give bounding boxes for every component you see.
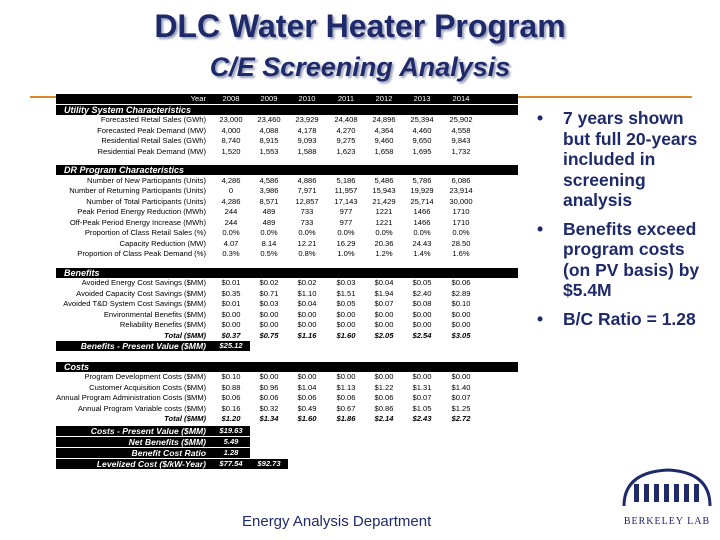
footer-text: Energy Analysis Department: [242, 513, 432, 530]
table-row: [56, 404, 518, 414]
cell-value: 5,786: [412, 175, 432, 185]
table-row: [56, 147, 518, 157]
cell-value: $0.00: [412, 320, 432, 329]
section-header-dr: [56, 165, 518, 175]
cell-value: $2.89: [451, 288, 471, 298]
cell-value: 4,286: [221, 196, 241, 206]
cell-value: 24,408: [334, 115, 358, 124]
cell-value: $0.03: [336, 278, 356, 287]
year-cell: 2009: [260, 94, 278, 103]
cell-value: $0.32: [259, 403, 279, 413]
cell-value: $0.00: [412, 309, 432, 319]
cell-value: 25,394: [410, 115, 434, 124]
cell-value: $2.54: [412, 330, 432, 340]
row-label: Off-Peak Period Energy Increase (MWh): [69, 217, 206, 227]
cell-value: $0.06: [374, 393, 394, 402]
table-row: [56, 278, 518, 288]
total-row: [56, 331, 518, 341]
cell-value: $0.04: [297, 299, 317, 308]
cell-value: 12.21: [297, 238, 317, 248]
cell-value: 0.0%: [413, 228, 431, 237]
benefits-pv-row: [56, 341, 250, 351]
cell-value: $0.07: [374, 299, 394, 308]
cell-value: 8,740: [221, 136, 241, 145]
cell-value: $0.00: [412, 372, 432, 381]
cell-value: 489: [262, 207, 276, 216]
cell-value: 1.4%: [413, 249, 431, 258]
cell-value: $1.60: [297, 414, 317, 423]
cell-value: 1.0%: [337, 249, 355, 258]
cell-value: 4,088: [259, 125, 279, 135]
section-header-benefits: [56, 268, 518, 278]
berkeley-lab-logo: [618, 462, 716, 538]
cell-value: 5.49: [223, 436, 239, 446]
table-row: [56, 228, 518, 238]
cell-value: $2.72: [451, 414, 471, 423]
table-row: [56, 393, 518, 403]
cell-value: 0.3%: [222, 249, 240, 258]
table-row: [56, 320, 518, 330]
cell-value: $0.06: [297, 393, 317, 402]
cell-value: 7,971: [297, 186, 317, 195]
cell-value: $0.00: [259, 372, 279, 381]
cell-value: 1,553: [259, 146, 279, 156]
cell-value: $0.01: [221, 278, 241, 287]
cell-value: $0.67: [336, 403, 356, 413]
cell-value: 5,486: [374, 175, 394, 185]
cell-value: $0.06: [451, 278, 471, 287]
cell-value: 24,896: [372, 115, 396, 124]
cell-value: 9,460: [374, 136, 394, 145]
cell-value: $1.05: [412, 403, 432, 413]
row-label: Capacity Reduction (MW): [119, 238, 206, 248]
row-label: DR Program Characteristics: [64, 165, 185, 175]
cell-value: $1.60: [336, 330, 356, 340]
section-header-costs: [56, 362, 518, 372]
cell-value: $0.71: [259, 288, 279, 298]
cell-value: 489: [262, 217, 276, 227]
row-label: Benefits: [64, 267, 100, 278]
cell-value: $77.54: [219, 459, 243, 469]
cell-value: $0.00: [297, 372, 317, 381]
cell-value: 8.14: [261, 238, 277, 248]
cell-value: $0.00: [221, 309, 241, 319]
row-label: Program Development Costs ($MM): [84, 372, 206, 381]
cell-value: $0.10: [221, 372, 241, 381]
row-label: Net Benefits ($MM): [128, 436, 206, 447]
cell-value: 17,143: [334, 196, 358, 206]
cell-value: $0.05: [336, 299, 356, 308]
table-row: [56, 299, 518, 309]
row-label: Residential Peak Demand (MW): [97, 146, 206, 156]
cell-value: 1221: [375, 217, 393, 227]
bullet-item: • Benefits exceed program costs (on PV basis) by $5.4M: [527, 219, 712, 301]
cell-value: 1,658: [374, 146, 394, 156]
cell-value: $0.00: [374, 309, 394, 319]
cell-value: $0.00: [336, 372, 356, 381]
cell-value: $2.43: [412, 414, 432, 423]
cell-value: 1710: [452, 217, 470, 227]
summary-row: [56, 426, 250, 436]
cell-value: 12,857: [295, 196, 319, 206]
table-row: [56, 249, 518, 259]
cell-value: 1.28: [223, 448, 239, 458]
cell-value: $0.96: [259, 382, 279, 392]
cell-value: $0.07: [412, 393, 432, 402]
cell-value: 4,270: [336, 125, 356, 135]
cell-value: $0.00: [259, 320, 279, 329]
row-label: Benefit Cost Ratio: [131, 448, 206, 459]
table-row: [56, 176, 518, 186]
cell-value: 9,843: [451, 136, 471, 145]
cell-value: 1,520: [221, 146, 241, 156]
row-label: Number of Total Participants (Units): [86, 196, 206, 206]
cell-value: $1.40: [451, 382, 471, 392]
cell-value: 0.5%: [260, 249, 278, 258]
cell-value: $1.10: [297, 288, 317, 298]
cell-value: $0.00: [259, 309, 279, 319]
cell-value: $0.35: [221, 288, 241, 298]
table-row: [56, 207, 518, 217]
row-label: Utility System Characteristics: [64, 104, 192, 115]
cell-value: $0.75: [259, 330, 279, 340]
cell-value: $0.00: [451, 372, 471, 381]
cell-value: 0.0%: [452, 228, 470, 237]
cell-value: $0.02: [259, 278, 279, 287]
cell-value: $1.31: [412, 382, 432, 392]
cell-value: 0.0%: [298, 228, 316, 237]
summary-row: [56, 448, 250, 458]
cell-value: $2.05: [374, 330, 394, 340]
cell-value: 4,364: [374, 125, 394, 135]
cell-value: $3.05: [451, 330, 471, 340]
row-label: Environmental Benefits ($MM): [103, 309, 206, 319]
cell-value: 9,650: [412, 136, 432, 145]
year-header-row: [56, 94, 518, 104]
cell-value: $0.07: [451, 393, 471, 402]
cell-value: $0.08: [412, 299, 432, 308]
spreadsheet-table: [56, 94, 518, 514]
row-label: Avoided Capacity Cost Savings ($MM): [76, 288, 206, 298]
row-label: Proportion of Class Peak Demand (%): [77, 249, 206, 258]
cell-value: 24.43: [412, 238, 432, 248]
cell-value: $0.00: [451, 309, 471, 319]
summary-row: [56, 437, 250, 447]
year-cell: 2008: [222, 94, 240, 103]
row-label: Total ($MM): [164, 414, 206, 423]
cell-value: 6,086: [451, 175, 471, 185]
cell-value: 0.0%: [222, 228, 240, 237]
row-label: Reliability Benefits ($MM): [119, 320, 206, 329]
cell-value: 23,929: [295, 115, 319, 124]
cell-value: 0.0%: [375, 228, 393, 237]
row-label: Residential Retail Sales (GWh): [101, 136, 206, 145]
cell-value: $1.34: [259, 414, 279, 423]
slide-subtitle: C/E Screening Analysis: [209, 52, 511, 82]
cell-value: 4,586: [259, 175, 279, 185]
cell-value: 244: [224, 217, 238, 227]
cell-value: 20.36: [374, 238, 394, 248]
cell-value: $92.73: [257, 459, 281, 469]
table-row: [56, 186, 518, 196]
cell-value: $1.94: [374, 288, 394, 298]
cell-value: $1.13: [336, 382, 356, 392]
bullet-item: • B/C Ratio = 1.28: [527, 309, 712, 330]
year-cell: 2010: [298, 94, 316, 103]
cell-value: 9,093: [297, 136, 317, 145]
cell-value: 0.0%: [337, 228, 355, 237]
section-header-utility: [56, 105, 518, 115]
row-label: Peak Period Energy Reduction (MWh): [77, 207, 206, 216]
cell-value: 19,929: [410, 186, 434, 195]
cell-value: 0: [228, 186, 234, 195]
cell-value: 8,571: [259, 196, 279, 206]
table-row: [56, 197, 518, 207]
row-label: Number of Returning Participants (Units): [69, 186, 206, 195]
cell-value: $2.14: [374, 414, 394, 423]
cell-value: $0.88: [221, 382, 241, 392]
cell-value: $0.03: [259, 299, 279, 308]
cell-value: 30,000: [449, 196, 473, 206]
cell-value: 1,732: [451, 146, 471, 156]
year-label: Year: [190, 94, 206, 103]
cell-value: $0.37: [221, 330, 241, 340]
row-label: Total ($MM): [164, 330, 206, 340]
cell-value: $1.20: [221, 414, 241, 423]
cell-value: $0.06: [336, 393, 356, 402]
cell-value: 1710: [452, 207, 470, 216]
cell-value: $0.06: [221, 393, 241, 402]
cell-value: 0.0%: [260, 228, 278, 237]
cell-value: 8,915: [259, 136, 279, 145]
cell-value: $0.01: [221, 299, 241, 308]
cell-value: $1.86: [336, 414, 356, 423]
cell-value: 1,623: [336, 146, 356, 156]
row-label: Annual Program Administration Costs ($MM): [56, 393, 207, 402]
cell-value: $2.40: [412, 288, 432, 298]
cell-value: 28.50: [451, 238, 471, 248]
cell-value: 4,178: [297, 125, 317, 135]
table-row: [56, 383, 518, 393]
cell-value: $0.10: [451, 299, 471, 308]
cell-value: 4,460: [412, 125, 432, 135]
cell-value: $0.06: [259, 393, 279, 402]
cell-value: 25,902: [449, 115, 473, 124]
cell-value: 4,286: [221, 175, 241, 185]
cell-value: 9,275: [336, 136, 356, 145]
row-label: Customer Acquisition Costs ($MM): [89, 382, 206, 392]
table-row: [56, 372, 518, 382]
cell-value: $0.04: [374, 278, 394, 287]
cell-value: 4,000: [221, 125, 241, 135]
cell-value: $1.16: [297, 330, 317, 340]
slide-title: DLC Water Heater Program: [154, 8, 566, 44]
table-row: [56, 115, 518, 125]
cell-value: $0.05: [412, 278, 432, 287]
cell-value: $1.25: [451, 403, 471, 413]
cell-value: 5,186: [336, 175, 356, 185]
cell-value: $0.00: [336, 309, 356, 319]
row-label: Forecasted Retail Sales (GWh): [100, 115, 206, 124]
cell-value: $0.00: [336, 320, 356, 329]
table-row: [56, 218, 518, 228]
cell-value: $0.00: [374, 372, 394, 381]
row-label: Number of New Participants (Units): [86, 175, 206, 185]
cell-value: $0.00: [297, 320, 317, 329]
cell-value: 0.8%: [298, 249, 316, 258]
table-row: [56, 126, 518, 136]
table-row: [56, 239, 518, 249]
cell-value: $0.00: [221, 320, 241, 329]
row-label: Avoided Energy Cost Savings ($MM): [81, 278, 206, 287]
cell-value: 4,886: [297, 175, 317, 185]
cell-value: 733: [300, 207, 314, 216]
cell-value: 733: [300, 217, 314, 227]
row-label: Forecasted Peak Demand (MW): [97, 125, 206, 135]
cell-value: $0.86: [374, 403, 394, 413]
row-label: Annual Program Variable costs ($MM): [77, 403, 206, 413]
year-cell: 2013: [413, 94, 431, 103]
cell-value: 23,460: [257, 115, 281, 124]
cell-value: $1.22: [374, 382, 394, 392]
table-row: [56, 136, 518, 146]
cell-value: $0.00: [374, 320, 394, 329]
cell-value: 15,943: [372, 186, 396, 195]
total-row: [56, 414, 518, 424]
cell-value: $25.12: [219, 341, 243, 350]
cell-value: 4.07: [223, 238, 239, 248]
cell-value: $0.49: [297, 403, 317, 413]
cell-value: 1,588: [297, 146, 317, 156]
cell-value: 977: [339, 207, 353, 216]
year-cell: 2014: [452, 94, 470, 103]
bullet-list: [527, 108, 712, 337]
cell-value: 1466: [413, 207, 431, 216]
cell-value: 23,000: [219, 115, 243, 124]
year-cell: 2012: [375, 94, 393, 103]
cell-value: 1.6%: [452, 249, 470, 258]
cell-value: 244: [224, 207, 238, 216]
bullet-item: • 7 years shown but full 20-years included in screening analysis: [527, 108, 712, 211]
cell-value: 1466: [413, 217, 431, 227]
row-label: Proportion of Class Retail Sales (%): [84, 228, 206, 237]
cell-value: $1.51: [336, 288, 356, 298]
table-row: [56, 289, 518, 299]
year-cell: 2011: [337, 94, 355, 103]
cell-value: 21,429: [372, 196, 396, 206]
cell-value: 16.29: [336, 238, 356, 248]
table-row: [56, 310, 518, 320]
row-label: Avoided T&D System Cost Savings ($MM): [63, 299, 206, 308]
row-label: Costs: [64, 361, 90, 372]
cell-value: 1221: [375, 207, 393, 216]
cell-value: $19.63: [219, 425, 243, 435]
summary-row: [56, 459, 288, 469]
logo-text: BERKELEY LAB: [623, 516, 711, 527]
row-label: Benefits - Present Value ($MM): [80, 341, 206, 351]
cell-value: 23,914: [449, 186, 473, 195]
cell-value: 1,695: [412, 146, 432, 156]
row-label: Costs - Present Value ($MM): [90, 425, 206, 436]
cell-value: 11,957: [334, 186, 358, 195]
cell-value: 977: [339, 217, 353, 227]
cell-value: 4,558: [451, 125, 471, 135]
cell-value: $0.00: [451, 320, 471, 329]
row-label: Levelized Cost ($/kW-Year): [96, 459, 206, 470]
cell-value: 1.2%: [375, 249, 393, 258]
cell-value: $0.02: [297, 278, 317, 287]
cell-value: $0.16: [221, 403, 241, 413]
cell-value: 3,986: [259, 186, 279, 195]
cell-value: $1.04: [297, 382, 317, 392]
cell-value: 25,714: [410, 196, 434, 206]
cell-value: $0.00: [297, 309, 317, 319]
